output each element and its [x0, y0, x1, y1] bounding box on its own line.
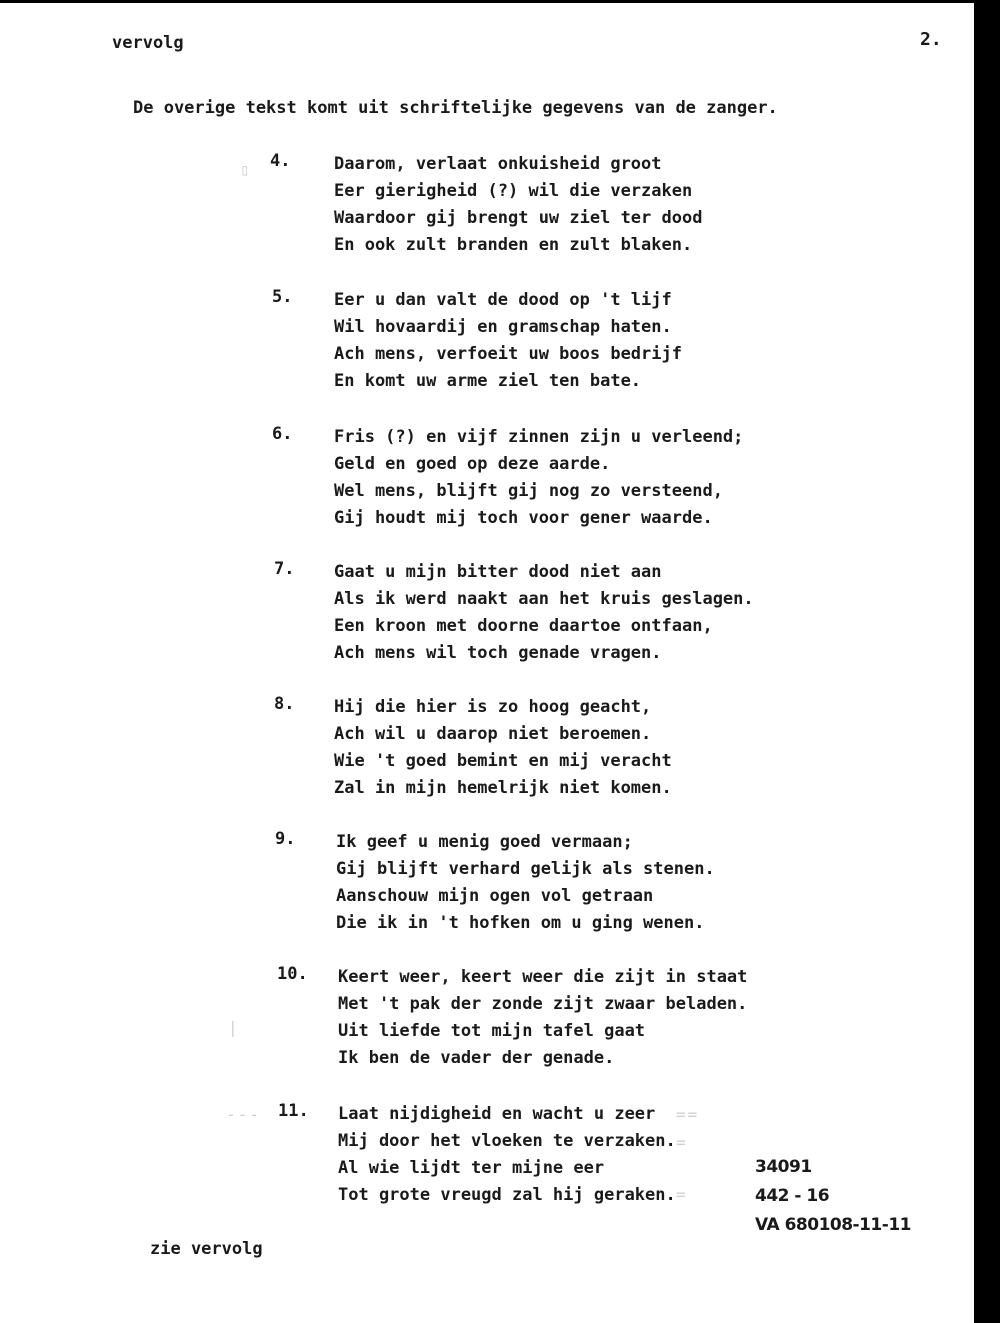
- archive-code: 442 - 16: [755, 1186, 830, 1206]
- stanza-number: 5.: [272, 287, 293, 307]
- verse-line: Tot grote vreugd zal hij geraken.: [338, 1185, 676, 1205]
- verse-line: Ach mens, verfoeit uw boos bedrijf: [334, 344, 682, 364]
- stanza-number: 8.: [274, 694, 295, 714]
- verse-line: Waardoor gij brengt uw ziel ter dood: [334, 208, 703, 228]
- verse-line: Wil hovaardij en gramschap haten.: [334, 317, 672, 337]
- verse-line: Zal in mijn hemelrijk niet komen.: [334, 778, 672, 798]
- verse-line: Een kroon met doorne daartoe ontfaan,: [334, 616, 713, 636]
- page-number: 2.: [920, 29, 942, 50]
- verse-line: En ook zult branden en zult blaken.: [334, 235, 693, 255]
- verse-line: Ik ben de vader der genade.: [338, 1048, 615, 1068]
- verse-line: Daarom, verlaat onkuisheid groot: [334, 154, 662, 174]
- verse-line: Uit liefde tot mijn tafel gaat: [338, 1021, 646, 1041]
- stanza-number: 9.: [275, 829, 296, 849]
- bleed-mark: ==: [676, 1105, 700, 1124]
- verse-line: Geld en goed op deze aarde.: [334, 454, 611, 474]
- archive-reference: [755, 1153, 911, 1240]
- verse-line: Als ik werd naakt aan het kruis geslagen.: [334, 589, 754, 609]
- verse-line: Gaat u mijn bitter dood niet aan: [334, 562, 662, 582]
- intro-text: De overige tekst komt uit schriftelijke gegevens van de zanger.: [133, 98, 778, 118]
- verse-line: Gij houdt mij toch voor gener waarde.: [334, 508, 713, 528]
- verse-line: Die ik in 't hofken om u ging wenen.: [336, 913, 705, 933]
- bleed-mark: =: [676, 1133, 688, 1152]
- verse-line: Fris (?) en vijf zinnen zijn u verleend;: [334, 427, 744, 447]
- verse-line: Met 't pak der zonde zijt zwaar beladen.: [338, 994, 748, 1014]
- verse-line: Eer gierigheid (?) wil die verzaken: [334, 181, 693, 201]
- scan-right-edge: [974, 0, 1000, 1323]
- verse-line: Al wie lijdt ter mijne eer: [338, 1158, 605, 1178]
- bleed-mark: =: [676, 1185, 688, 1204]
- archive-id: 34091: [755, 1157, 812, 1177]
- bleed-mark: ▯: [240, 160, 250, 179]
- verse-line: Hij die hier is zo hoog geacht,: [334, 697, 652, 717]
- verse-line: Keert weer, keert weer die zijt in staat: [338, 967, 748, 987]
- verse-line: Wie 't goed bemint en mij veracht: [334, 751, 672, 771]
- verse-line: Wel mens, blijft gij nog zo versteend,: [334, 481, 723, 501]
- stanza-number: 11.: [278, 1101, 309, 1121]
- verse-line: Ach wil u daarop niet beroemen.: [334, 724, 652, 744]
- stanza-number: 7.: [274, 559, 295, 579]
- verse-line: Aanschouw mijn ogen vol getraan: [336, 886, 654, 906]
- verse-line: Ach mens wil toch genade vragen.: [334, 643, 662, 663]
- verse-line: Gij blijft verhard gelijk als stenen.: [336, 859, 715, 879]
- verse-line: Eer u dan valt de dood op 't lijf: [334, 290, 672, 310]
- stanza-number: 6.: [272, 424, 293, 444]
- verse-line: Laat nijdigheid en wacht u zeer: [338, 1104, 656, 1124]
- header-continuation: vervolg: [112, 33, 184, 53]
- verse-line: Mij door het vloeken te verzaken.: [338, 1131, 676, 1151]
- stanza-number: 4.: [270, 151, 291, 171]
- bleed-mark: ---: [226, 1105, 261, 1124]
- footer-continuation: zie vervolg: [150, 1239, 263, 1259]
- verse-line: Ik geef u menig goed vermaan;: [336, 832, 633, 852]
- archive-va-number: VA 680108-11-11: [755, 1215, 911, 1235]
- bleed-mark: |​: [228, 1018, 238, 1037]
- stanza-number: 10.: [277, 964, 308, 984]
- verse-line: En komt uw arme ziel ten bate.: [334, 371, 642, 391]
